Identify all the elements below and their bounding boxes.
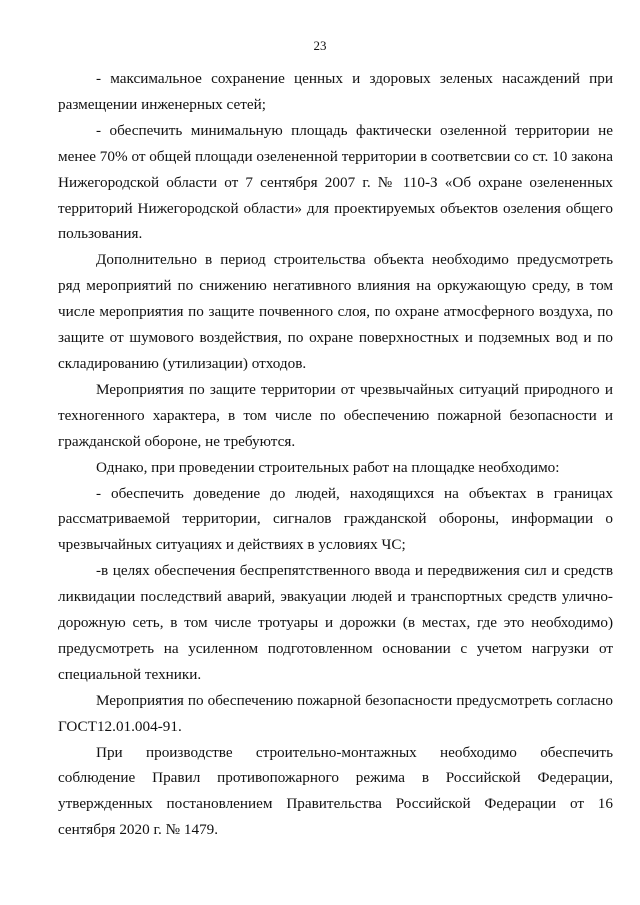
paragraph-fire-safety: Мероприятия по обеспечению пожарной безопасности предусмотреть согласно ГОСТ12.01.004-91.: [58, 691, 613, 735]
paragraph-road-network: -в целях обеспечения беспрепятственного ввода и передвижения сил и средств ликвидации последствий аварий, эвакуации людей и транспортных средств улично-дорожную сеть, в том числе тротуары и дорожки (в местах, где это необходимо) предусмотреть на усиленном подготовленном основании с учетом нагрузки от специальной техники.: [58, 562, 613, 683]
page-number: 23: [313, 38, 327, 53]
document-body: [58, 66, 613, 843]
paragraph-construction-requirements: Однако, при проведении строительных работ на площадке необходимо:: [96, 458, 560, 476]
paragraph-landscaping-area: - обеспечить минимальную площадь фактически озеленной территории не менее 70% от общей площади озелененной территории в соответсвии со ст. 10 закона Нижегородской области от 7 сентября 2007 г. № 110-З «Об охране озелененных территорий Нижегородской области» для проектируемых объектов озеления общего пользования.: [58, 121, 613, 243]
paragraph-emergency-measures: Мероприятия по защите территории от чрезвычайных ситуаций природного и техногенного характера, в том числе по обеспечению пожарной безопасности и гражданской обороне, не требуются.: [58, 380, 613, 450]
paragraph-fire-regulations: При производстве строительно-монтажных необходимо обеспечить соблюдение Правил противопожарного режима в Российской Федерации, утвержденных постановлением Правительства Российской Федерации от 16 сентября 2020 г. № 1479.: [58, 743, 613, 839]
paragraph-green-spaces: - максимальное сохранение ценных и здоровых зеленых насаждений при размещении инженерных сетей;: [58, 70, 613, 113]
paragraph-environmental-measures: Дополнительно в период строительства объекта необходимо предусмотреть ряд мероприятий по снижению негативного влияния на оркужающую среду, в том числе мероприятия по защите почвенного слоя, по охране атмосферного воздуха, по защите от шумового воздействия, по охране поверхностных и подземных вод и по складированию (утилизации) отходов.: [58, 251, 613, 372]
paragraph-civil-defense-signals: - обеспечить доведение до людей, находящихся на объектах в границах рассматриваемой территории, сигналов гражданской обороны, информации о чрезвычайных ситуациях и действиях в условиях ЧС;: [58, 484, 613, 554]
